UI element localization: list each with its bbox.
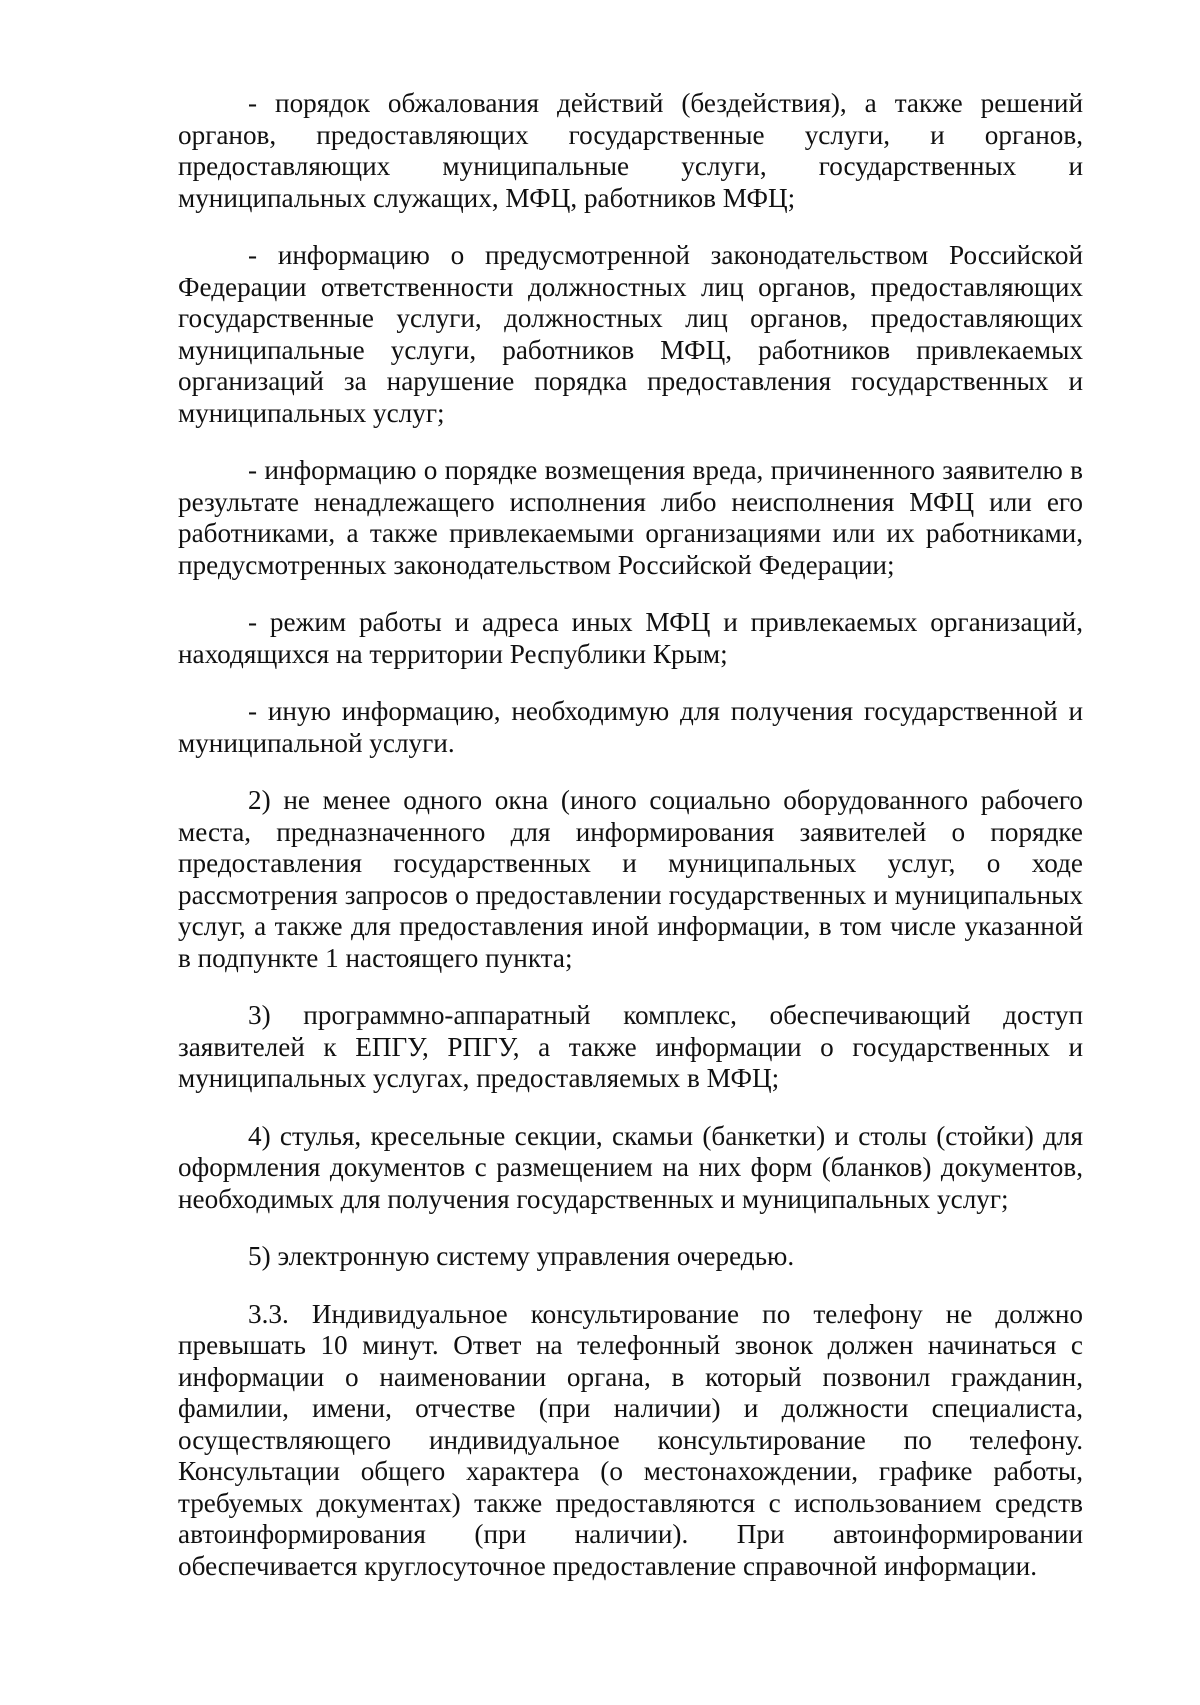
paragraph-item-2-window: 2) не менее одного окна (иного социально оборудованного рабочего места, предназначенного для информирования заявителей о порядке предоставления государственных и муниципальных услуг, о ходе рассмотрения запросов о предоставлении государственных и муниципальных услуг, а также для предоставления иной информации, в том числе указанной в подпункте 1 настоящего пункта; (178, 785, 1083, 973)
paragraph-item-5-queue: 5) электронную систему управления очередью. (248, 1241, 795, 1271)
paragraph-appeal-procedure: - порядок обжалования действий (бездействия), а также решений органов, предоставляющих государственные услуги, и органов, предоставляющих муниципальные услуги, государственных и муниципальных служащих, МФЦ, работников МФЦ; (178, 88, 1083, 213)
paragraph-item-4-furniture: 4) стулья, кресельные секции, скамьи (банкетки) и столы (стойки) для оформления документов с размещением на них форм (бланков) документов, необходимых для получения государственных и муниципальных услуг; (178, 1120, 1083, 1214)
paragraph-work-schedule: - режим работы и адреса иных МФЦ и привлекаемых организаций, находящихся на территории Республики Крым; (178, 607, 1083, 669)
paragraph-liability-info: - информацию о предусмотренной законодательством Российской Федерации ответственности должностных лиц органов, предоставляющих государственные услуги, должностных лиц органов, предоставляющих муниципальные услуги, работников МФЦ, работников привлекаемых организаций за нарушение порядка предоставления государственных и муниципальных услуг; (178, 240, 1083, 428)
document-body (178, 88, 1083, 1582)
paragraph-3-3-consulting: 3.3. Индивидуальное консультирование по телефону не должно превышать 10 минут. Ответ на телефонный звонок должен начинаться с информации о наименовании органа, в который позвонил гражданин, фамилии, имени, отчестве (при наличии) и должности специалиста, осуществляющего индивидуальное консультирование по телефону. Консультации общего характера (о местонахождении, графике работы, требуемых документах) также предоставляются с использованием средств автоинформирования (при наличии). При автоинформировании обеспечивается круглосуточное предоставление справочной информации. (178, 1298, 1083, 1581)
paragraph-damage-compensation: - информацию о порядке возмещения вреда, причиненного заявителю в результате ненадлежащего исполнения либо неисполнения МФЦ или его работниками, а также привлекаемыми организациями или их работниками, предусмотренных законодательством Российской Федерации; (178, 455, 1083, 580)
paragraph-item-3-hardware: 3) программно-аппаратный комплекс, обеспечивающий доступ заявителей к ЕПГУ, РПГУ, а также информации о государственных и муниципальных услугах, предоставляемых в МФЦ; (178, 1000, 1083, 1093)
paragraph-other-info: - иную информацию, необходимую для получения государственной и муниципальной услуги. (178, 696, 1083, 758)
